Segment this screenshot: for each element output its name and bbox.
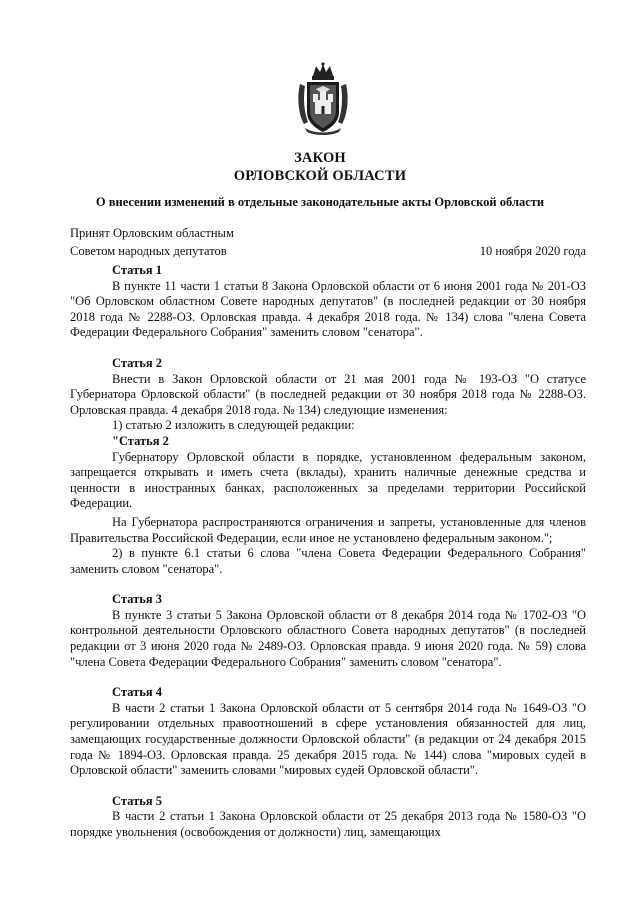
- article-heading: Статья 5: [112, 793, 162, 808]
- law-region-title: ОРЛОВСКОЙ ОБЛАСТИ: [233, 168, 407, 184]
- adopted-by-line1: Принят Орловским областным: [70, 226, 234, 240]
- article-paragraph: На Губернатора распространяются ограничения и запреты, установленные для членов Правительства Российской Федерации, если иное не установлено федеральным законом.";: [70, 514, 586, 545]
- article-1: [70, 263, 586, 341]
- article-heading: Статья 3: [112, 592, 162, 607]
- article-paragraph: В части 2 статьи 1 Закона Орловской области от 5 сентября 2014 года № 1649-ОЗ "О регулировании отдельных правоотношений в сфере установления обязанностей для лиц, замещающих государственные должности Орловской области" (в редакции от 24 декабря 2015 года № 1894-ОЗ. Орловская правда. 25 декабря 2015 года. № 144) слова "мировых судей в Орловской области" заменить словами "мировых судей Орловской области".: [70, 700, 586, 778]
- coat-of-arms-icon: [296, 62, 350, 136]
- article-heading: Статья 2: [112, 355, 162, 370]
- law-title: ЗАКОН: [294, 150, 346, 166]
- quoted-article-heading: "Статья 2: [112, 433, 169, 448]
- article-paragraph: В части 2 статьи 1 Закона Орловской области от 25 декабря 2013 года № 1580-ОЗ "О порядке увольнения (освобождения от должности) лиц, замещающих: [70, 809, 586, 839]
- article-paragraph: В пункте 3 статьи 5 Закона Орловской области от 8 декабря 2014 года № 1702-ОЗ "О контрольной деятельности Орловского областного Совета народных депутатов" (в последней редакции от 3 июня 2020 года № 2489-ОЗ. Орловская правда. 9 июня 2020 года. № 59) слова "члена Совета Федерации Федерального Собрания" заменить словом "сенатора".: [70, 607, 586, 669]
- article-paragraph: 2) в пункте 6.1 статьи 6 слова "члена Совета Федерации Федерального Собрания" заменить словом "сенатора".: [70, 546, 586, 576]
- article-heading: Статья 4: [112, 685, 162, 700]
- adoption-date: 10 ноября 2020 года: [479, 244, 586, 258]
- article-paragraph: В пункте 11 части 1 статьи 8 Закона Орловской области от 6 июня 2001 года № 201-ОЗ "Об Орловском областном Совете народных депутатов" (в последней редакции от 30 ноября 2018 года № 2288-ОЗ. Орловская правда. 4 декабря 2018 года. № 134) слова "члена Совета Федерации Федерального Собрания" заменить словом "сенатора".: [70, 278, 586, 340]
- article-heading: Статья 1: [112, 263, 162, 277]
- law-subtitle: О внесении изменений в отдельные законодательные акты Орловской области: [95, 195, 545, 209]
- article-2: [70, 356, 586, 577]
- article-paragraph: 1) статью 2 изложить в следующей редакции:: [112, 418, 355, 433]
- article-3: [70, 592, 586, 670]
- article-5: [70, 794, 586, 841]
- article-paragraph: Внести в Закон Орловской области от 21 мая 2001 года № 193-ОЗ "О статусе Губернатора Орловской области" (в последней редакции от 30 ноября 2018 года № 2288-ОЗ. Орловская правда. 4 декабря 2018 года. № 134) следующие изменения:: [70, 371, 586, 417]
- adopted-by-line2: Советом народных депутатов: [70, 244, 227, 258]
- adopted-by: [70, 224, 234, 260]
- law-body: [70, 263, 586, 841]
- article-paragraph: Губернатору Орловской области в порядке, установленном федеральным законом, запрещается открывать и иметь счета (вклады), хранить наличные денежные средства и ценности в иностранных банках, расположенных за пределами территории Российской Федерации.: [70, 449, 586, 511]
- article-4: [70, 685, 586, 779]
